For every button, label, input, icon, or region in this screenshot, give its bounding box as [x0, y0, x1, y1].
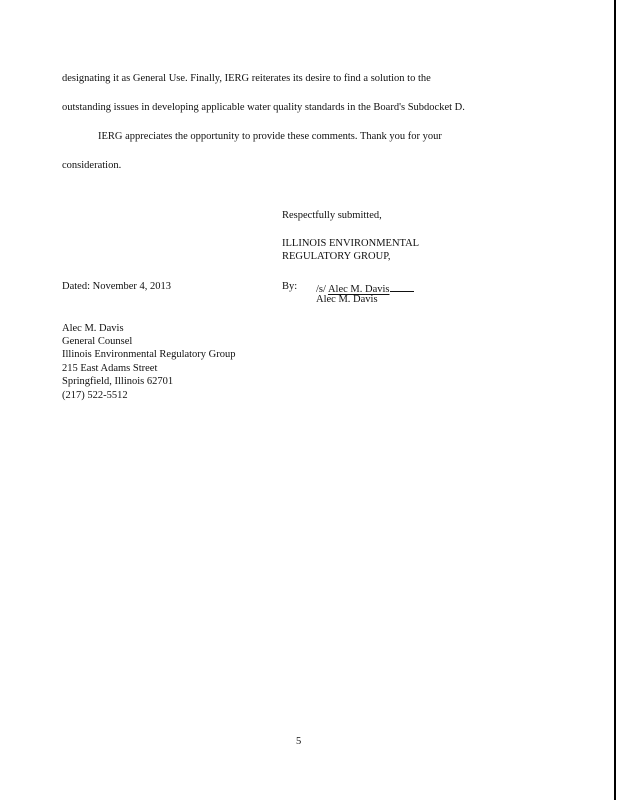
closing-salutation: Respectfully submitted,: [282, 210, 382, 221]
body-paragraph-2-line-1: IERG appreciates the opportunity to provide these comments. Thank you for your: [98, 131, 442, 142]
signature-underline: [390, 282, 414, 292]
address-name: Alec M. Davis: [62, 323, 124, 334]
signatory-org-line-2: REGULATORY GROUP,: [282, 251, 391, 262]
address-city: Springfield, Illinois 62701: [62, 376, 174, 387]
signatory-org-line-1: ILLINOIS ENVIRONMENTAL: [282, 238, 420, 249]
address-organization: Illinois Environmental Regulatory Group: [62, 349, 236, 360]
electronic-signature: Alec M. Davis: [327, 284, 390, 295]
date-line: Dated: November 4, 2013: [62, 281, 172, 292]
page-edge-border: [614, 0, 616, 800]
body-paragraph-1-line-1: designating it as General Use. Finally, IERG reiterates its desire to find a solution to the: [62, 73, 431, 84]
signature-prefix: /s/: [316, 284, 326, 295]
by-label: By:: [282, 281, 298, 292]
address-street: 215 East Adams Street: [62, 363, 158, 374]
address-title: General Counsel: [62, 336, 133, 347]
signatory-name: Alec M. Davis: [316, 294, 378, 305]
address-phone: (217) 522-5512: [62, 390, 128, 401]
body-paragraph-1-line-2: outstanding issues in developing applicable water quality standards in the Board's Subdocket D.: [62, 102, 465, 113]
page-number: 5: [296, 736, 302, 747]
body-paragraph-2-line-2: consideration.: [62, 160, 122, 171]
